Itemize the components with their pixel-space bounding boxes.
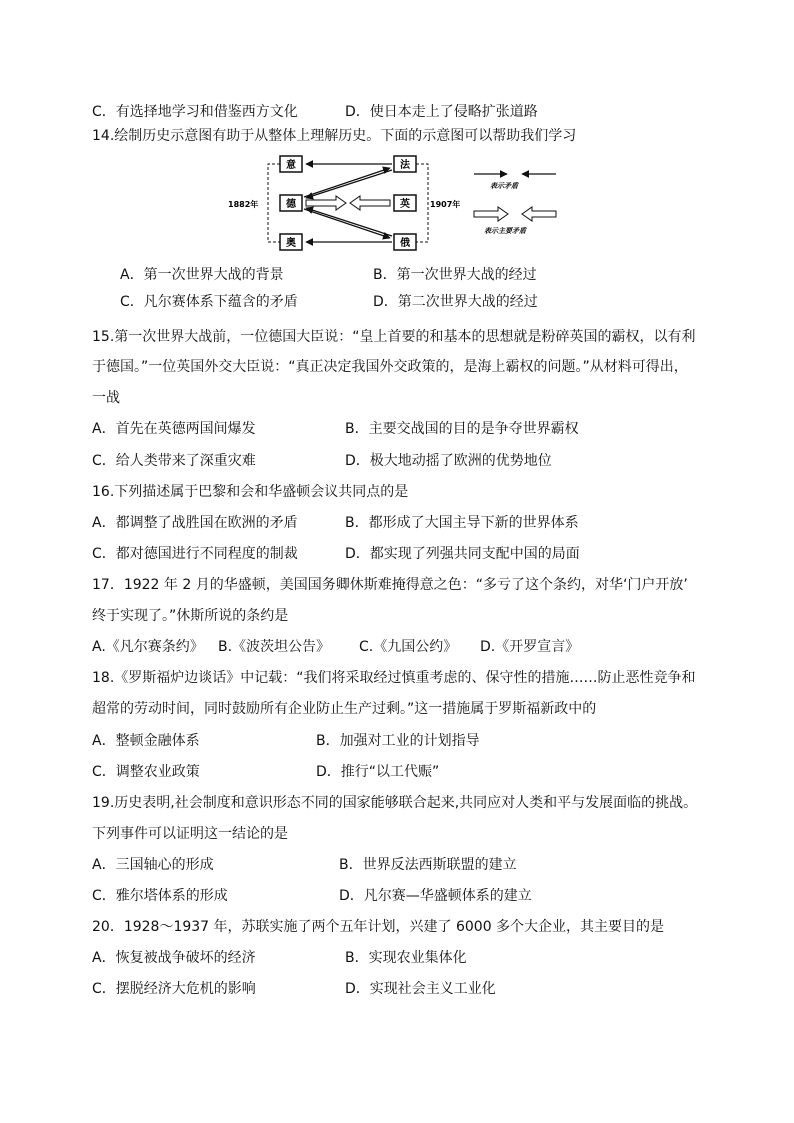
q18-stem-line1: 18.《罗斯福炉边谈话》中记载：“我们将采取经过慎重考虑的、保守性的措施……防止恶性竞争和 <box>92 670 696 686</box>
q15-option-d: D．极大地动摇了欧洲的优势地位 <box>345 453 552 469</box>
q17-option-c: C.《九国公约》 <box>359 639 458 655</box>
legend-main-conflict-label: 表示主要矛盾 <box>484 227 526 235</box>
q18-option-c: C．调整农业政策 <box>92 764 200 780</box>
node-germany: 德 <box>286 199 296 210</box>
year-1907-label: 1907年 <box>430 200 461 209</box>
q14-option-c: C．凡尔赛体系下蕴含的矛盾 <box>120 294 298 310</box>
q15-stem-line2: 于德国。”一位英国外交大臣说：“真正决定我国外交政策的，是海上霸权的问题。”从材料可得出， <box>92 359 688 375</box>
q16-option-b: B．都形成了大国主导下新的世界体系 <box>345 515 579 531</box>
q16-option-d: D．都实现了列强共同支配中国的局面 <box>345 546 580 562</box>
q15-option-b: B．主要交战国的目的是争夺世界霸权 <box>345 421 579 437</box>
legend-conflict-label: 表示矛盾 <box>490 182 518 190</box>
node-france: 法 <box>400 160 410 171</box>
q20-option-d: D．实现社会主义工业化 <box>345 981 496 997</box>
q14-option-d: D．第二次世界大战的经过 <box>373 294 538 310</box>
q15-stem-line1: 15.第一次世界大战前，一位德国大臣说：“皇上首要的和基本的思想就是粉碎英国的霸权，以有利 <box>92 329 696 345</box>
node-russia: 俄 <box>400 238 410 249</box>
node-britain: 英 <box>400 199 410 210</box>
q14-option-b: B．第一次世界大战的经过 <box>373 267 537 283</box>
q19-option-b: B．世界反法西斯联盟的建立 <box>339 857 517 873</box>
q17-option-b: B.《波茨坦公告》 <box>218 639 331 655</box>
q17-stem-line2: 终于实现了。”休斯所说的条约是 <box>92 608 289 624</box>
q18-stem-line2: 超常的劳动时间，同时鼓励所有企业防止生产过剩。”这一措施属于罗斯福新政中的 <box>92 701 597 717</box>
q20-option-b: B．实现农业集体化 <box>345 950 467 966</box>
q15-option-a: A．首先在英德两国间爆发 <box>92 421 256 437</box>
q18-option-d: D．推行“以工代赈” <box>316 764 440 780</box>
node-austria: 奥 <box>286 238 296 249</box>
q17-option-d: D.《开罗宣言》 <box>480 639 580 655</box>
q20-option-a: A．恢复被战争破坏的经济 <box>92 950 256 966</box>
q15-stem-line3: 一战 <box>92 390 120 406</box>
node-italy: 意 <box>286 160 296 171</box>
q19-option-a: A．三国轴心的形成 <box>92 857 214 873</box>
q19-stem-line1: 19.历史表明,社会制度和意识形态不同的国家能够联合起来,共同应对人类和平与发展面临的挑战。 <box>92 795 698 811</box>
q19-stem-line2: 下列事件可以证明这一结论的是 <box>92 826 288 842</box>
q14-stem: 14.绘制历史示意图有助于从整体上理解历史。下面的示意图可以帮助我们学习 <box>92 128 577 144</box>
q20-stem: 20．1928～1937 年，苏联实施了两个五年计划，兴建了 6000 多个大企业，其主要目的是 <box>92 919 665 935</box>
q16-option-c: C．都对德国进行不同程度的制裁 <box>92 546 298 562</box>
q17-stem-line1: 17．1922 年 2 月的华盛顿，美国国务卿休斯难掩得意之色：“多亏了这个条约，对华‘门户开放’ <box>92 577 688 593</box>
q18-option-a: A．整顿金融体系 <box>92 733 200 749</box>
q19-option-c: C．雅尔塔体系的形成 <box>92 888 228 904</box>
q13-option-c: C．有选择地学习和借鉴西方文化 <box>92 104 298 120</box>
q15-option-c: C．给人类带来了深重灾难 <box>92 453 256 469</box>
q20-option-c: C．摆脱经济大危机的影响 <box>92 981 256 997</box>
q17-option-a: A.《凡尔赛条约》 <box>92 639 204 655</box>
q19-option-d: D．凡尔赛—华盛顿体系的建立 <box>339 888 532 904</box>
q16-stem: 16.下列描述属于巴黎和会和华盛顿会议共同点的是 <box>92 484 409 500</box>
q18-option-b: B．加强对工业的计划指导 <box>316 733 480 749</box>
q14-diagram <box>228 150 568 258</box>
q14-option-a: A．第一次世界大战的背景 <box>120 267 284 283</box>
year-1882-label: 1882年 <box>228 200 259 209</box>
q13-option-d: D．使日本走上了侵略扩张道路 <box>345 104 538 120</box>
q16-option-a: A．都调整了战胜国在欧洲的矛盾 <box>92 515 298 531</box>
